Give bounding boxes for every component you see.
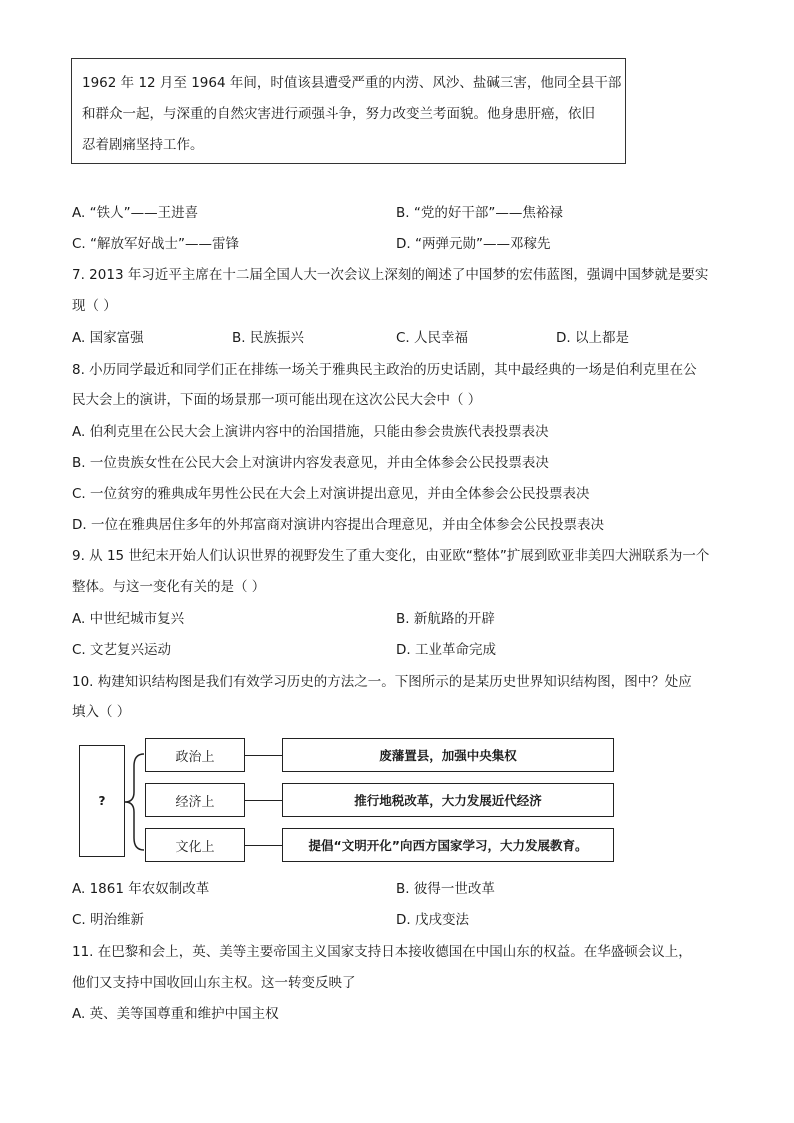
quote-line: 1962 年 12 月至 1964 年间，时值该县遭受严重的内涝、风沙、盐碱三害，他同全县干部 <box>82 75 622 91</box>
q10-option-a[interactable]: A. 1861 年农奴制改革 <box>72 881 210 897</box>
q6-option-c[interactable]: C. “解放军好战士”——雷锋 <box>72 236 239 252</box>
q10-stem-line: 10. 构建知识结构图是我们有效学习历史的方法之一。下图所示的是某历史世界知识结构图，图中？处应 <box>72 674 692 690</box>
q9-stem-line: 整体。与这一变化有关的是（ ） <box>72 579 266 595</box>
q9-option-d[interactable]: D. 工业革命完成 <box>396 642 496 658</box>
q10-option-d[interactable]: D. 戊戌变法 <box>396 912 469 928</box>
q6-option-a[interactable]: A. “铁人”——王进喜 <box>72 205 199 221</box>
q9-option-c[interactable]: C. 文艺复兴运动 <box>72 642 172 658</box>
q11-option-a[interactable]: A. 英、美等国尊重和维护中国主权 <box>72 1006 279 1022</box>
diagram-unknown-box: ? <box>79 745 125 857</box>
diagram-right-box-culture: 提倡“文明开化”向西方国家学习，大力发展教育。 <box>282 828 614 862</box>
diagram-left-box-politics: 政治上 <box>145 738 245 772</box>
quote-line: 忍着剧痛坚持工作。 <box>82 137 204 153</box>
quote-line: 和群众一起，与深重的自然灾害进行顽强斗争，努力改变兰考面貌。他身患肝癌，依旧 <box>82 106 595 122</box>
q11-stem-line: 他们又支持中国收回山东主权。这一转变反映了 <box>72 975 356 991</box>
quote-box <box>71 58 626 164</box>
q8-stem-line: 8. 小历同学最近和同学们正在排练一场关于雅典民主政治的历史话剧，其中最经典的一场是伯利克里在公 <box>72 362 697 378</box>
q10-option-b[interactable]: B. 彼得一世改革 <box>396 881 495 897</box>
diagram-left-box-economy: 经济上 <box>145 783 245 817</box>
q7-option-c[interactable]: C. 人民幸福 <box>396 330 469 346</box>
q7-option-d[interactable]: D. 以上都是 <box>556 330 629 346</box>
q8-option-c[interactable]: C. 一位贫穷的雅典成年男性公民在大会上对演讲提出意见，并由全体参会公民投票表决 <box>72 486 590 502</box>
connector-line <box>245 755 282 756</box>
q8-option-a[interactable]: A. 伯利克里在公民大会上演讲内容中的治国措施，只能由参会贵族代表投票表决 <box>72 424 549 440</box>
q11-stem-line: 11. 在巴黎和会上，英、美等主要帝国主义国家支持日本接收德国在中国山东的权益。在华盛顿会议上， <box>72 944 692 960</box>
connector-line <box>245 845 282 846</box>
q9-option-b[interactable]: B. 新航路的开辟 <box>396 611 495 627</box>
q7-stem-line: 7. 2013 年习近平主席在十二届全国人大一次会议上深刻的阐述了中国梦的宏伟蓝图，强调中国梦就是要实 <box>72 267 709 283</box>
q8-stem-line: 民大会上的演讲，下面的场景那一项可能出现在这次公民大会中（ ） <box>72 392 482 408</box>
q6-option-d[interactable]: D. “两弹元勋”——邓稼先 <box>396 236 551 252</box>
diagram-right-box-economy: 推行地税改革，大力发展近代经济 <box>282 783 614 817</box>
brace-connector <box>124 752 146 852</box>
q7-stem-line: 现（ ） <box>72 298 117 314</box>
q7-option-a[interactable]: A. 国家富强 <box>72 330 144 346</box>
q6-option-b[interactable]: B. “党的好干部”——焦裕禄 <box>396 205 563 221</box>
q10-stem-line: 填入（ ） <box>72 704 131 720</box>
q9-option-a[interactable]: A. 中世纪城市复兴 <box>72 611 185 627</box>
diagram-left-box-culture: 文化上 <box>145 828 245 862</box>
q7-option-b[interactable]: B. 民族振兴 <box>232 330 304 346</box>
q8-option-b[interactable]: B. 一位贵族女性在公民大会上对演讲内容发表意见，并由全体参会公民投票表决 <box>72 455 549 471</box>
connector-line <box>245 800 282 801</box>
q10-option-c[interactable]: C. 明治维新 <box>72 912 145 928</box>
q8-option-d[interactable]: D. 一位在雅典居住多年的外邦富商对演讲内容提出合理意见，并由全体参会公民投票表决 <box>72 517 604 533</box>
diagram-right-box-politics: 废藩置县，加强中央集权 <box>282 738 614 772</box>
q9-stem-line: 9. 从 15 世纪末开始人们认识世界的视野发生了重大变化，由亚欧“整体”扩展到欧亚非美四大洲联系为一个 <box>72 548 710 564</box>
